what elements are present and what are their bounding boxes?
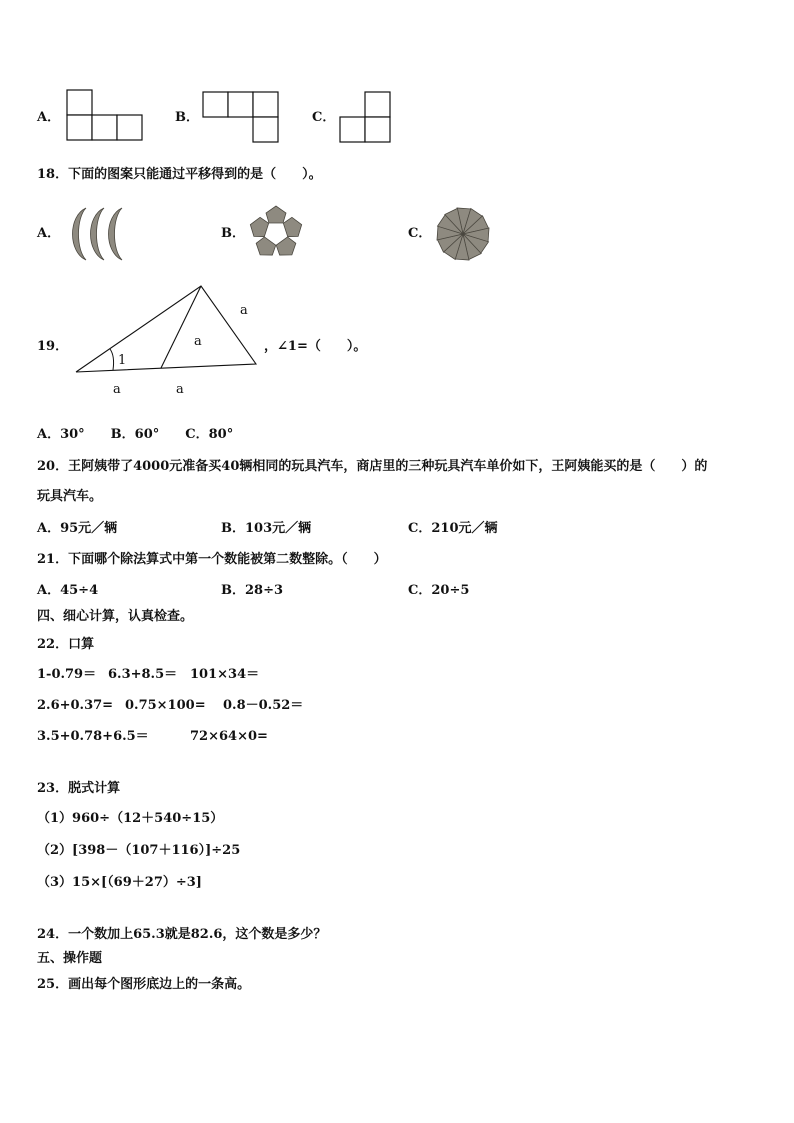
pentagon-flower-icon (247, 205, 305, 261)
q21-option-a: A．45÷4 (37, 583, 99, 598)
q22-row1-item1: 1-0.79＝ (37, 667, 97, 682)
q19-options: A．30° B．60° C．80° (37, 427, 234, 442)
q19-label-base-left: a (113, 382, 121, 397)
q17-option-a-label: A． (37, 110, 61, 125)
q19-label-side-top: a (240, 303, 248, 318)
q20-option-b: B．103元／辆 (221, 521, 312, 536)
q20-option-c: C．210元／辆 (408, 521, 498, 536)
q17-option-a-net (66, 89, 144, 143)
section-5-title: 五、操作题 (37, 951, 103, 966)
q19-triangle-figure (70, 280, 270, 400)
q21-option-c: C．20÷5 (408, 583, 470, 598)
q22-row1-item3: 101×34＝ (190, 667, 260, 682)
q17-option-c-label: C． (312, 110, 336, 125)
q21-stem: 21．下面哪个除法算式中第一个数能被第二数整除。（ ） (37, 552, 387, 567)
q23-item-3: （3）15×[（69＋27）÷3] (37, 875, 202, 890)
crescent-moons-icon (64, 206, 130, 262)
q17-option-b-label: B． (175, 110, 199, 125)
q19-label-side-mid: a (194, 334, 202, 349)
q19-number: 19． (37, 339, 69, 354)
q20-stem-line1: 20．王阿姨带了4000元准备买40辆相同的玩具汽车，商店里的三种玩具汽车单价如下，王阿姨能买的是（ ）的 (37, 459, 708, 474)
q18-option-b-label: B． (221, 226, 245, 241)
q22-row2-item3: 0.8－0.52＝ (223, 698, 304, 713)
q17-option-c-net (339, 91, 393, 145)
q19-label-angle: 1 (118, 353, 127, 368)
q23-item-2: （2）[398－（107＋116）]÷25 (37, 843, 241, 858)
section-4-title: 四、细心计算，认真检查。 (37, 609, 194, 624)
q22-row2-item1: 2.6+0.37= (37, 698, 114, 713)
q23-stem: 23．脱式计算 (37, 781, 121, 796)
q18-option-c-label: C． (408, 226, 432, 241)
q17-option-b-net (202, 91, 280, 145)
q25-stem: 25．画出每个图形底边上的一条高。 (37, 977, 251, 992)
rotated-fan-icon (434, 205, 492, 263)
q19-label-base-right: a (176, 382, 184, 397)
q22-row3-item1: 3.5+0.78+6.5＝ (37, 729, 149, 744)
q22-row1-item2: 6.3+8.5＝ (108, 667, 178, 682)
q22-row3-item2: 72×64×0= (190, 729, 268, 744)
q19-stem-tail: ，∠1=（ ）。 (264, 339, 367, 354)
q22-row2-item2: 0.75×100= (125, 698, 206, 713)
q21-option-b: B．28÷3 (221, 583, 284, 598)
q23-item-1: （1）960÷（12＋540÷15） (37, 811, 224, 826)
q20-option-a: A．95元／辆 (37, 521, 118, 536)
q24-stem: 24．一个数加上65.3就是82.6，这个数是多少？ (37, 927, 327, 942)
q18-option-a-label: A． (37, 226, 61, 241)
q20-stem-line2: 玩具汽车。 (37, 489, 103, 504)
q18-stem: 18．下面的图案只能通过平移得到的是（ ）。 (37, 167, 322, 182)
q22-stem: 22．口算 (37, 637, 95, 652)
